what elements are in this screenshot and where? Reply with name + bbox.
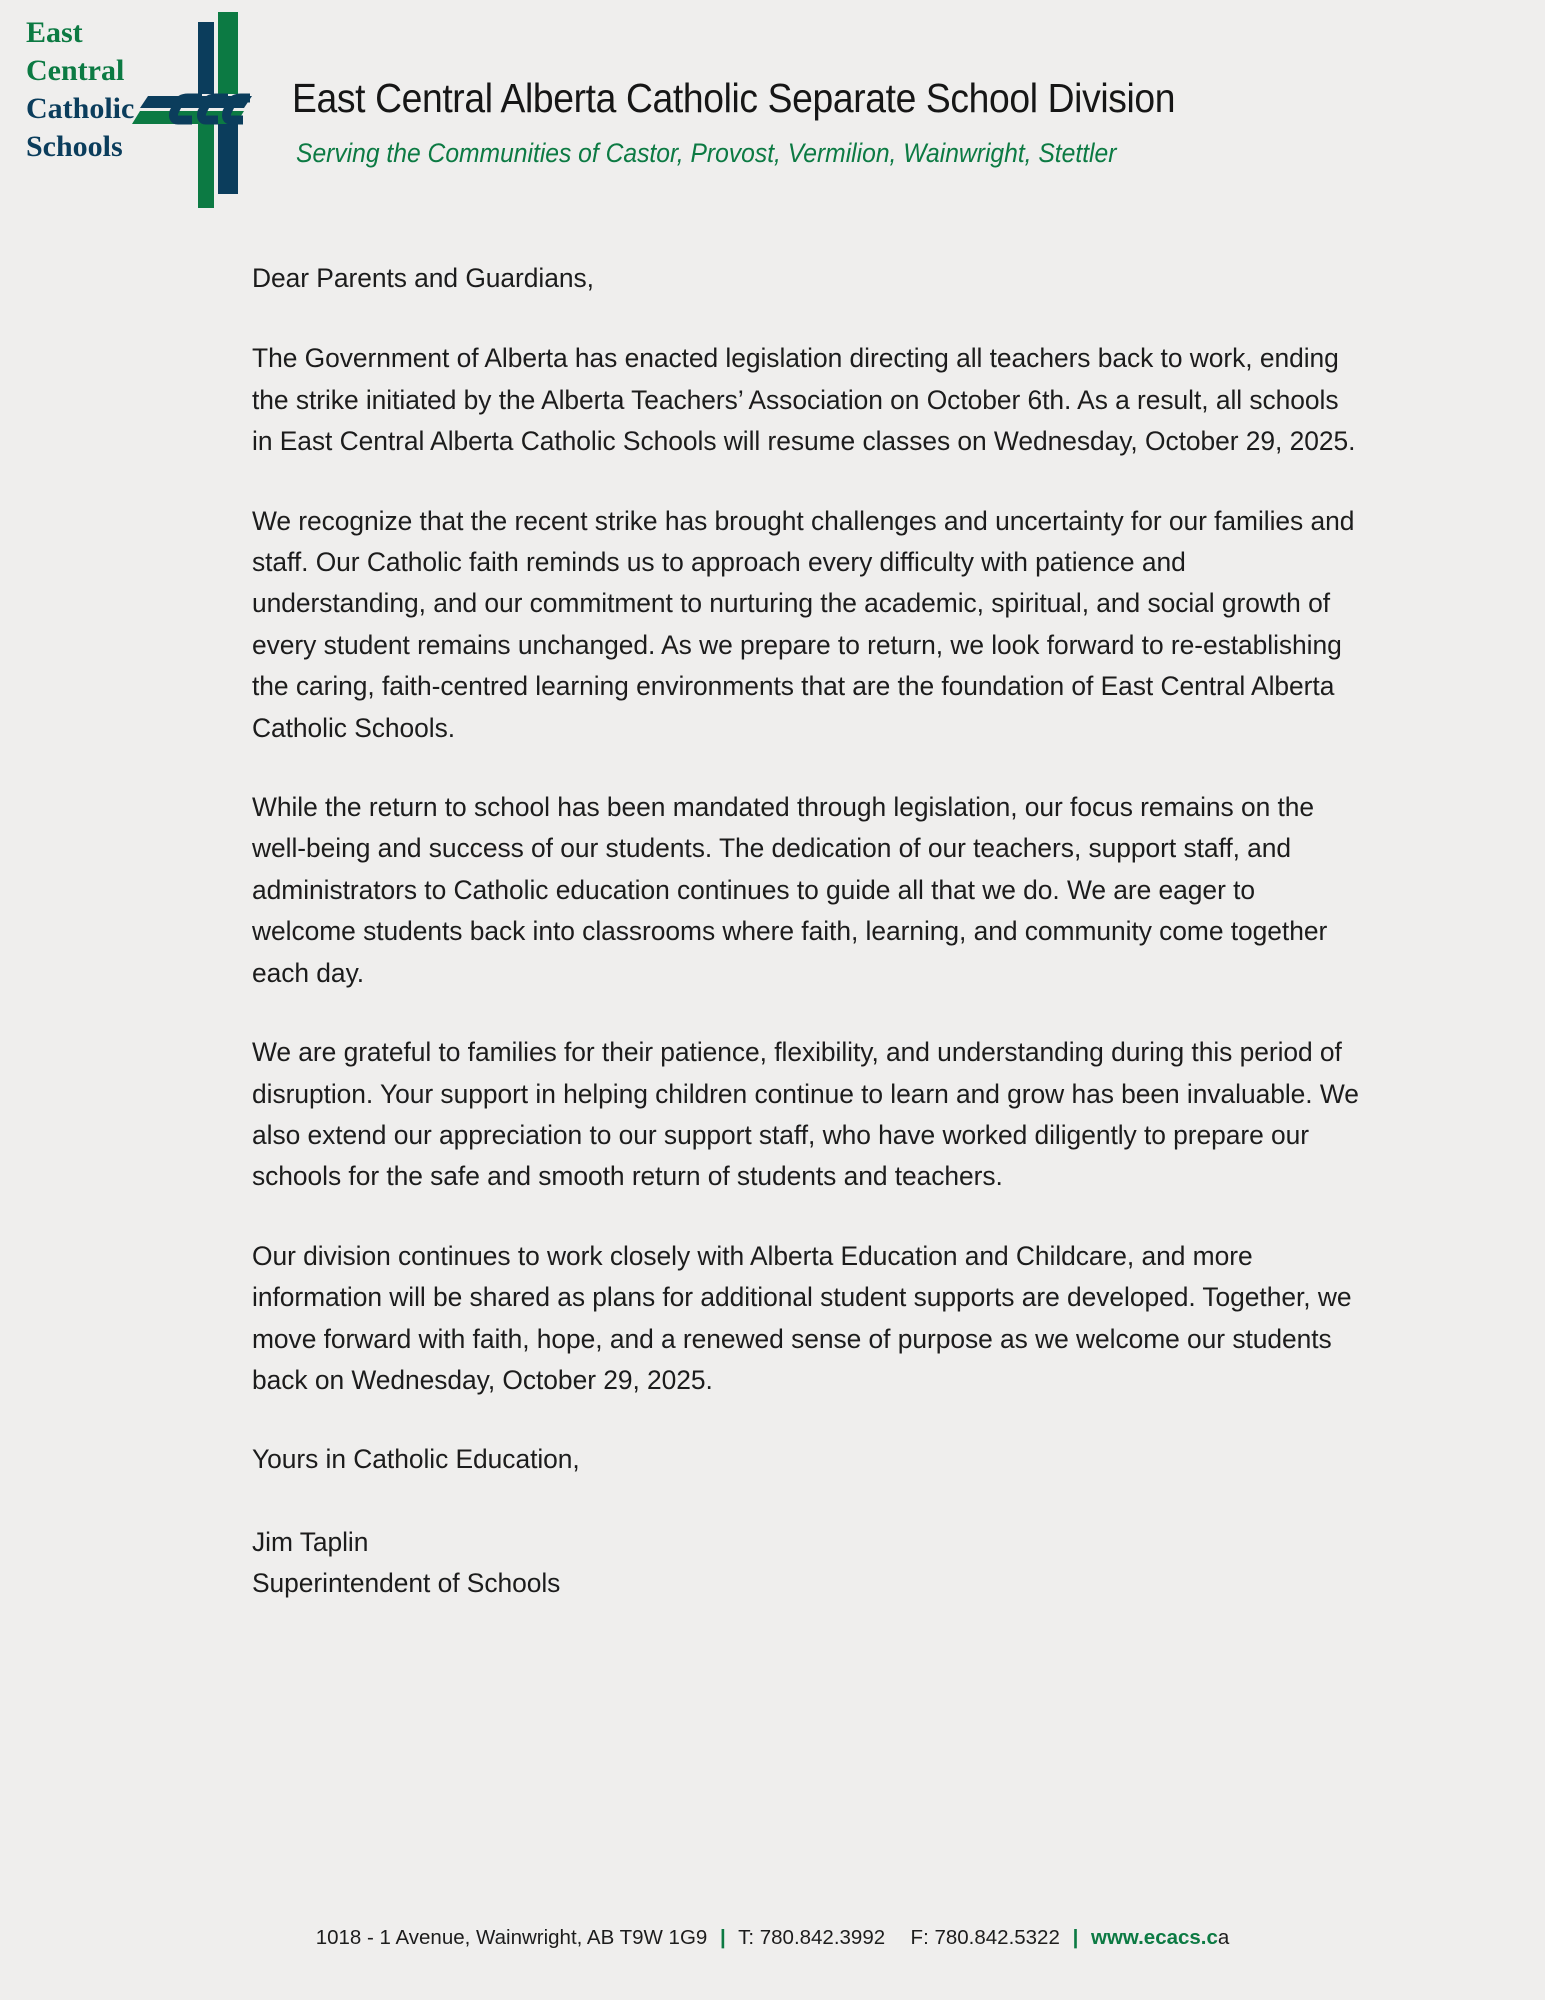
- letter-paragraph-3: While the return to school has been mandated through legislation, our focus remains on the well-being and success of our students. The dedication of our teachers, support staff, and administrators to Catholic education continues to guide all that we do. We are eager to welcome students back into classrooms where faith, learning, and community come together each day.: [252, 792, 1328, 988]
- logo-word-east: East: [26, 16, 83, 49]
- logo-cross-lower-green: [198, 124, 214, 208]
- letter-signoff: Yours in Catholic Education,: [252, 1444, 580, 1475]
- footer-fax: F: 780.842.5322: [910, 1926, 1060, 1949]
- footer-address: 1018 - 1 Avenue, Wainwright, AB T9W 1G9: [315, 1926, 708, 1949]
- letter-body: [252, 258, 1364, 1605]
- letter-paragraph-2: We recognize that the recent strike has brought challenges and uncertainty for our families and staff. Our Catholic faith reminds us to approach every difficulty with patience and understanding, and our commitment to nurturing the academic, spiritual, and social growth of every student remains unchanged. As we prepare to return, we look forward to re-establishing the caring, faith-centred learning environments that are the foundation of East Central Alberta Catholic Schools.: [252, 505, 1355, 743]
- logo-word-schools: Schools: [26, 130, 123, 163]
- logo-word-catholic: Catholic: [26, 92, 135, 125]
- letter-paragraph-4: We are grateful to families for their patience, flexibility, and understanding during this period of disruption. Your support in helping children continue to learn and grow has been invaluable. We also extend our appreciation to our support staff, who have worked diligently to prepare our schools for the safe and smooth return of students and teachers.: [252, 1037, 1359, 1192]
- letterhead: [0, 0, 1545, 215]
- logo-cross-upper-green: [218, 12, 238, 94]
- signer-title: Superintendent of Schools: [252, 1568, 561, 1599]
- footer-phone: T: 780.842.3992: [738, 1926, 886, 1949]
- footer-contact-line: [316, 1924, 1230, 1952]
- eccs-cross-logo: [22, 8, 252, 208]
- organization-title: East Central Alberta Catholic Separate School Division: [292, 75, 1176, 121]
- footer-website-link[interactable]: www.ecacs.c: [1091, 1926, 1218, 1949]
- logo-word-central: Central: [26, 54, 125, 87]
- letter-paragraph-1: The Government of Alberta has enacted legislation directing all teachers back to work, ending the strike initiated by the Alberta Teachers’ Association on October 6th. As a result, all schools in East Central Alberta Catholic Schools will resume classes on Wednesday, October 29, 2025.: [252, 343, 1356, 457]
- organization-tagline: Serving the Communities of Castor, Provost, Vermilion, Wainwright, Stettler: [296, 138, 1117, 168]
- eccs-logo-graphic: [22, 8, 252, 208]
- letter-salutation: Dear Parents and Guardians,: [252, 263, 594, 293]
- footer-separator-1: |: [720, 1926, 726, 1949]
- letter-paragraph-5: Our division continues to work closely with Alberta Education and Childcare, and more information will be shared as plans for additional student supports are developed. Together, we move forward with faith, hope, and a renewed sense of purpose as we welcome our students back on Wednesday, October 29, 2025.: [252, 1240, 1352, 1395]
- letter-signature-block: [252, 1522, 1364, 1605]
- logo-cross-upper-navy: [198, 22, 214, 94]
- letterhead-footer: [0, 1924, 1545, 1952]
- footer-website-tail: a: [1217, 1926, 1230, 1949]
- signer-name: Jim Taplin: [252, 1526, 369, 1557]
- footer-separator-2: |: [1072, 1926, 1079, 1949]
- logo-cross-lower-navy: [218, 124, 238, 194]
- logo-monogram-eccs: [174, 98, 251, 120]
